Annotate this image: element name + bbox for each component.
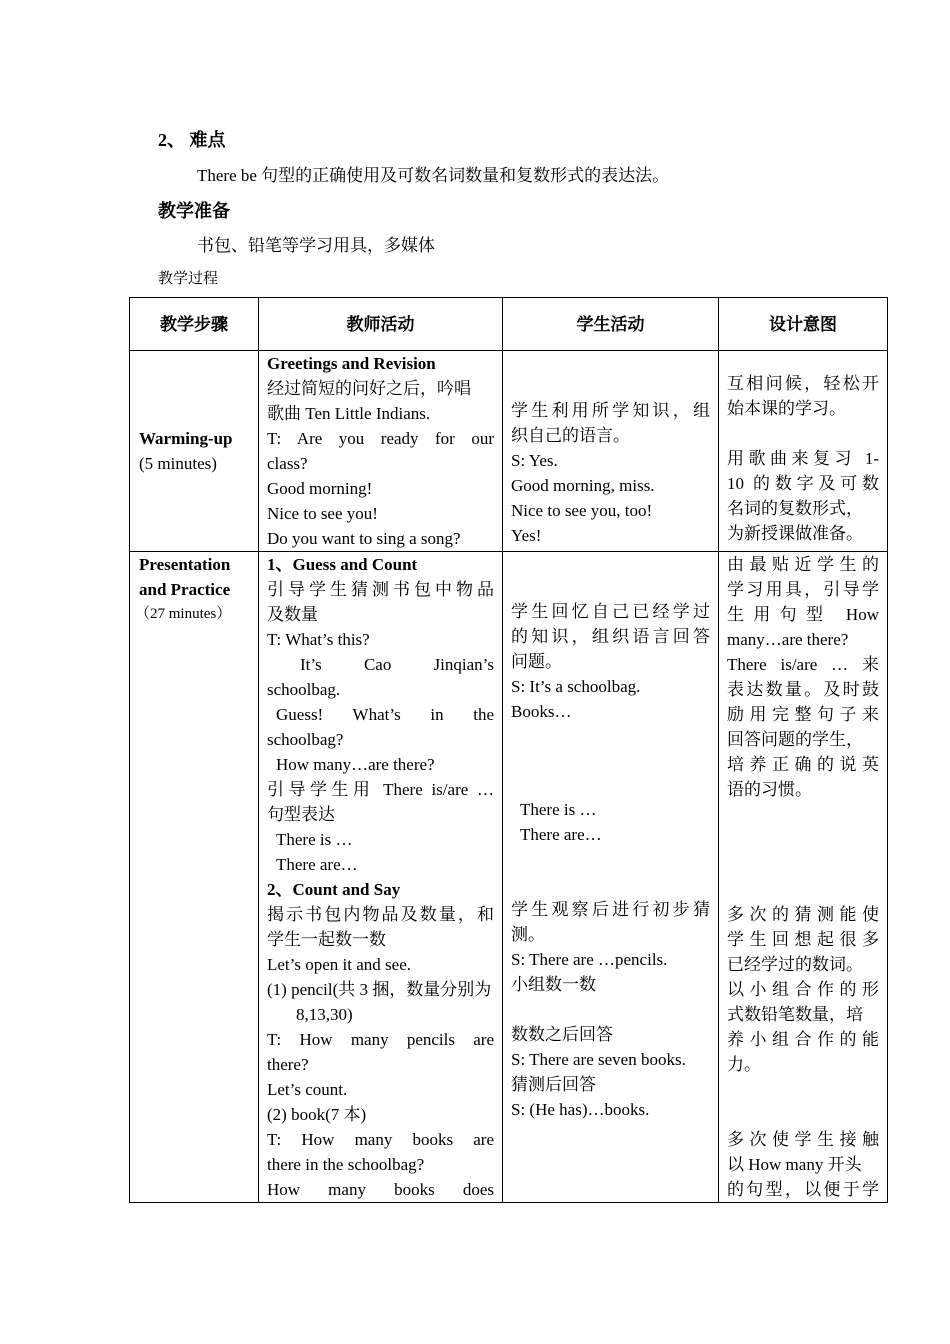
design-line: many…are there? xyxy=(727,630,849,649)
step-time: （27 minutes） xyxy=(135,606,232,622)
teacher-line: 及数量 xyxy=(267,605,318,624)
teacher-line: Let’s open it and see. xyxy=(267,955,411,974)
design-line: 学习用具，引导学 xyxy=(727,580,879,599)
student-line: 的知识，组织语言回答 xyxy=(511,627,710,646)
design-line: 多次的猜测能使 xyxy=(727,905,879,924)
teacher-line: T: What’s this? xyxy=(267,630,370,649)
design-line: There is/are … 来 xyxy=(727,655,879,674)
student-line: S: (He has)…books. xyxy=(511,1100,650,1119)
teacher-line: Guess! What’s in the xyxy=(276,705,494,724)
teacher-line: There are… xyxy=(276,855,358,874)
student-line: S: There are …pencils. xyxy=(511,950,668,969)
heading-preparation: 教学准备 xyxy=(158,201,230,221)
student-line: Nice to see you, too! xyxy=(511,501,653,520)
teacher-line: It’s Cao Jinqian’s xyxy=(300,655,494,674)
student-line: 学生观察后进行初步猜 xyxy=(511,900,710,919)
table-row xyxy=(130,552,888,1203)
design-line: 以 How many 开头 xyxy=(727,1155,862,1174)
teacher-line: How many…are there? xyxy=(276,755,435,774)
student-activity-cell xyxy=(503,351,719,552)
student-line: Yes! xyxy=(511,526,542,545)
student-line: Books… xyxy=(511,702,572,721)
student-line: 织自己的语言。 xyxy=(511,426,630,445)
design-line: 互相问候，轻松开 xyxy=(727,374,879,393)
student-line: 测。 xyxy=(511,925,545,944)
teacher-line: Do you want to sing a song? xyxy=(267,529,461,548)
teacher-line: class? xyxy=(267,454,308,473)
step-name: and Practice xyxy=(139,580,231,599)
teacher-line: (2) book(7 本) xyxy=(267,1105,367,1124)
step-name: Presentation xyxy=(139,555,231,574)
table-row xyxy=(130,351,888,552)
preparation-text: 书包、铅笔等学习用具，多媒体 xyxy=(197,236,435,255)
student-activity-cell xyxy=(503,552,719,1203)
student-line: 学生利用所学知识，组 xyxy=(511,401,710,420)
step-time: (5 minutes) xyxy=(139,454,217,473)
student-line: Good morning, miss. xyxy=(511,476,655,495)
student-line: S: Yes. xyxy=(511,451,558,470)
student-line: 问题。 xyxy=(511,652,562,671)
student-line: S: There are seven books. xyxy=(511,1050,686,1069)
design-line: 的句型，以便于学 xyxy=(727,1180,879,1199)
teacher-line: 经过简短的问好之后，吟唱 xyxy=(267,379,471,398)
design-intent-cell xyxy=(719,552,888,1203)
student-line: There is … xyxy=(520,800,597,819)
design-line: 培养正确的说英 xyxy=(727,755,879,774)
teacher-line: 引导学生用 There is/are … xyxy=(267,780,494,799)
student-line: There are… xyxy=(520,825,602,844)
student-line: 学生回忆自己已经学过 xyxy=(511,602,710,621)
design-line: 力。 xyxy=(727,1055,761,1074)
design-line: 表达数量。及时鼓 xyxy=(727,680,879,699)
design-line: 用歌曲来复习 1- xyxy=(727,449,879,468)
design-line: 以小组合作的形 xyxy=(727,980,879,999)
design-intent-cell xyxy=(719,351,888,552)
header-step: 教学步骤 xyxy=(130,298,259,351)
teacher-line: 句型表达 xyxy=(267,805,335,824)
student-line: 小组数一数 xyxy=(511,975,596,994)
design-line: 式数铅笔数量，培 xyxy=(727,1005,863,1024)
step-cell-presentation xyxy=(130,552,259,1203)
teacher-line: 学生一起数一数 xyxy=(267,930,386,949)
teacher-line: 揭示书包内物品及数量，和 xyxy=(267,905,494,924)
design-line: 为新授课做准备。 xyxy=(727,524,863,543)
header-teacher-activity: 教师活动 xyxy=(259,298,503,351)
table-header-row xyxy=(130,298,888,351)
header-student-activity: 学生活动 xyxy=(503,298,719,351)
student-line: 数数之后回答 xyxy=(511,1025,613,1044)
teacher-line: T: How many pencils are xyxy=(267,1030,494,1049)
teacher-line: Good morning! xyxy=(267,479,373,498)
design-line: 回答问题的学生， xyxy=(727,730,863,749)
teacher-line: there? xyxy=(267,1055,309,1074)
design-line: 名词的复数形式， xyxy=(727,499,863,518)
teacher-line: T: How many books are xyxy=(267,1130,494,1149)
teacher-line: Nice to see you! xyxy=(267,504,378,523)
design-line: 多次使学生接触 xyxy=(727,1130,879,1149)
design-line: 已经学过的数词。 xyxy=(727,955,863,974)
teacher-line: How many books does xyxy=(267,1180,494,1199)
activity-title: 2、Count and Say xyxy=(267,880,401,899)
design-line: 由最贴近学生的 xyxy=(727,555,879,574)
design-line: 生用句型 How xyxy=(727,605,879,624)
teacher-line: Let’s count. xyxy=(267,1080,348,1099)
teacher-line: 引导学生猜测书包中物品 xyxy=(267,580,494,599)
design-line: 语的习惯。 xyxy=(727,780,812,799)
teacher-activity-cell xyxy=(259,552,503,1203)
design-line: 养小组合作的能 xyxy=(727,1030,879,1049)
header-design-intent: 设计意图 xyxy=(719,298,888,351)
design-line: 始本课的学习。 xyxy=(727,399,846,418)
student-line: S: It’s a schoolbag. xyxy=(511,677,641,696)
lesson-plan-table xyxy=(129,297,888,1203)
difficulty-text: There be 句型的正确使用及可数名词数量和复数形式的表达法。 xyxy=(197,166,670,185)
design-line: 学生回想起很多 xyxy=(727,930,879,949)
process-label: 教学过程 xyxy=(158,271,219,287)
design-line: 10 的数字及可数 xyxy=(727,474,879,493)
teacher-line: There is … xyxy=(276,830,353,849)
activity-title: Greetings and Revision xyxy=(267,354,436,373)
teacher-line: schoolbag? xyxy=(267,730,344,749)
design-line: 励用完整句子来 xyxy=(727,705,879,724)
teacher-line: 歌曲 Ten Little Indians. xyxy=(267,404,431,423)
teacher-line: (1) pencil(共 3 捆，数量分别为 8,13,30) xyxy=(267,980,492,1024)
teacher-line: T: Are you ready for our xyxy=(267,429,494,448)
student-line: 猜测后回答 xyxy=(511,1075,596,1094)
step-name: Warming-up xyxy=(139,429,233,448)
activity-title: 1、Guess and Count xyxy=(267,555,418,574)
heading-difficulty: 2、 难点 xyxy=(158,130,226,150)
teacher-line: there in the schoolbag? xyxy=(267,1155,425,1174)
teacher-line: schoolbag. xyxy=(267,680,341,699)
step-cell-warming-up xyxy=(130,351,259,552)
teacher-activity-cell xyxy=(259,351,503,552)
